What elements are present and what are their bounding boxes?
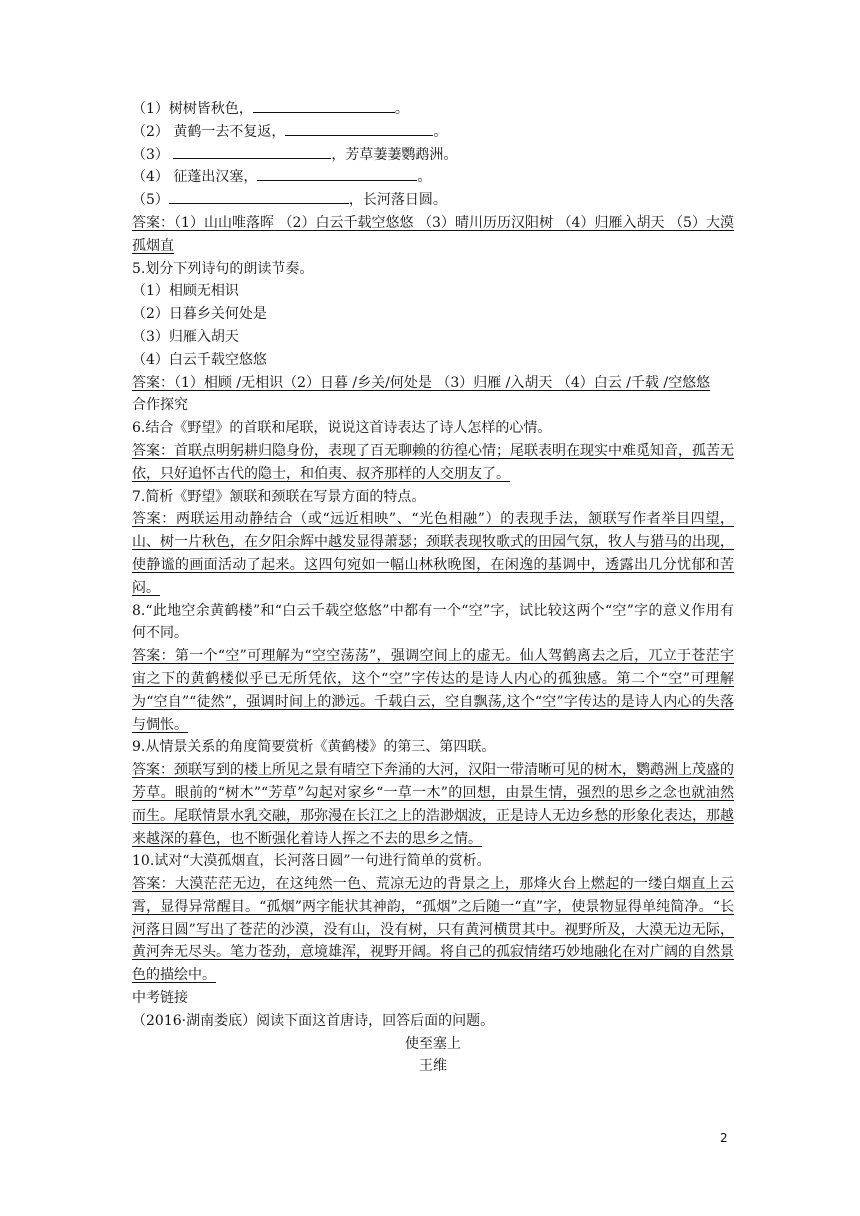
question-5-answer: 答案：（1）相顾 /无相识（2）日暮 /乡关/何处是 （3）归雁 /入胡天 （4）白云 /千载 /空悠悠	[132, 374, 711, 391]
exam-intro: （2016·湖南娄底）阅读下面这首唐诗，回答后面的问题。	[132, 1012, 495, 1029]
fill-item-2-pre: （2） 黄鹤一去不复返，	[132, 123, 286, 140]
fill-item-3	[132, 144, 734, 167]
question-7-answer: 答案：两联运用动静结合（或“远近相映”、“光色相融”）的表现手法，颔联写作者举目四望，山、树一片秋色，在夕阳余辉中越发显得萧瑟；颈联表现牧歌式的田园气氛，牧人与猎马的出现，使静谧的画面活动了起来。这四句宛如一幅山林秋晚图，在闲逸的基调中，透露出几分忧郁和苦闷。	[132, 511, 734, 596]
fill-item-3-pre: （3）	[132, 146, 174, 163]
question-10-answer: 答案：大漠茫茫无边，在这纯然一色、荒凉无边的背景之上，那烽火台上燃起的一缕白烟直上云霄，显得异常醒目。“孤烟”两字能状其神韵，“孤烟”之后随一“直”字，使景物显得单纯简净。“长河落日圆”写出了苍茫的沙漠，没有山，没有树，只有黄河横贯其中。视野所及，大漠无边无际，黄河奔无尽头。笔力苍劲，意境雄浑，视野开阔。将自己的孤寂情绪巧妙地融化在对广阔的自然景色的描绘中。	[132, 876, 734, 984]
poem-title: 使至塞上	[405, 1035, 461, 1052]
poem-author: 王维	[419, 1058, 447, 1075]
fill-item-5-post: ，长河落日圆。	[348, 192, 447, 209]
fill-item-4-pre: （4） 征蓬出汉塞，	[132, 169, 258, 186]
question-10-title: 10.试对“大漠孤烟直，长河落日圆”一句进行简单的赏析。	[132, 853, 491, 870]
fill-item-1-post: 。	[394, 101, 409, 117]
fill-blank	[257, 166, 417, 181]
question-7-title: 7.简析《野望》颔联和颈联在写景方面的特点。	[132, 488, 426, 505]
fill-item-5	[132, 189, 734, 212]
answer-fill: 答案：（1）山山唯落晖 （2）白云千载空悠悠 （3）晴川历历汉阳树 （4）归雁入胡天 （5）大漠孤烟直	[132, 214, 734, 254]
q5-item-2: （2）日暮乡关何处是	[132, 306, 267, 323]
page-number: 2	[720, 1131, 728, 1145]
fill-item-3-post: ，芳草萋萋鹦鹉洲。	[331, 146, 458, 163]
fill-blank	[169, 189, 349, 204]
question-9-answer: 答案：颈联写到的楼上所见之景有晴空下奔涌的大河，汉阳一带清晰可见的树木，鹦鹉洲上茂盛的芳草。眼前的“树木”“芳草”勾起对家乡“一草一木”的回想，由景生情，强烈的思乡之念也就油然而生。尾联情景水乳交融，那弥漫在长江之上的浩渺烟波，正是诗人无边乡愁的形象化表达，那越来越深的暮色，也不断强化着诗人挥之不去的思乡之情。	[132, 762, 734, 847]
question-8-answer: 答案：第一个“空”可理解为“空空荡荡”，强调空间上的虚无。仙人驾鹤离去之后，兀立于苍茫宇宙之下的黄鹤楼似乎已无所凭依，这个“空”字传达的是诗人内心的孤独感。第二个“空”可理解为“空自”“徒然”，强调时间上的渺远。千载白云，空自飘荡,这个“空”字传达的是诗人内心的失落与惆怅。	[132, 648, 734, 733]
q5-item-4: （4）白云千载空悠悠	[132, 351, 267, 368]
fill-item-2	[132, 121, 734, 144]
section-exam-heading: 中考链接	[132, 990, 188, 1007]
fill-blank	[173, 144, 331, 159]
fill-item-2-post: 。	[433, 123, 448, 140]
fill-item-1	[132, 98, 734, 121]
question-6-title: 6.结合《野望》的首联和尾联，说说这首诗表达了诗人怎样的心情。	[132, 420, 552, 437]
question-9-title: 9.从情景关系的角度简要赏析《黄鹤楼》的第三、第四联。	[132, 739, 496, 756]
page-content	[132, 98, 734, 1078]
question-6-answer: 答案：首联点明躬耕归隐身份，表现了百无聊赖的彷徨心情；尾联表明在现实中难觅知音，孤苦无依，只好追怀古代的隐士，和伯夷、叔齐那样的人交朋友了。	[132, 442, 734, 482]
fill-blank	[285, 121, 433, 136]
section-coop-heading: 合作探究	[132, 397, 188, 414]
fill-item-4-post: 。	[417, 169, 432, 186]
fill-item-1-pre: （1）树树皆秋色，	[132, 101, 253, 117]
question-5-title: 5.划分下列诗句的朗读节奏。	[132, 260, 314, 277]
q5-item-3: （3）归雁入胡天	[132, 328, 239, 345]
question-8-title: 8.“此地空余黄鹤楼”和“白云千载空悠悠”中都有一个“空”字，试比较这两个“空”字的意义作用有何不同。	[132, 602, 734, 642]
q5-item-1: （1）相顾无相识	[132, 283, 239, 300]
fill-item-5-pre: （5）	[132, 192, 169, 209]
fill-item-4	[132, 166, 734, 189]
fill-blank	[253, 98, 395, 113]
